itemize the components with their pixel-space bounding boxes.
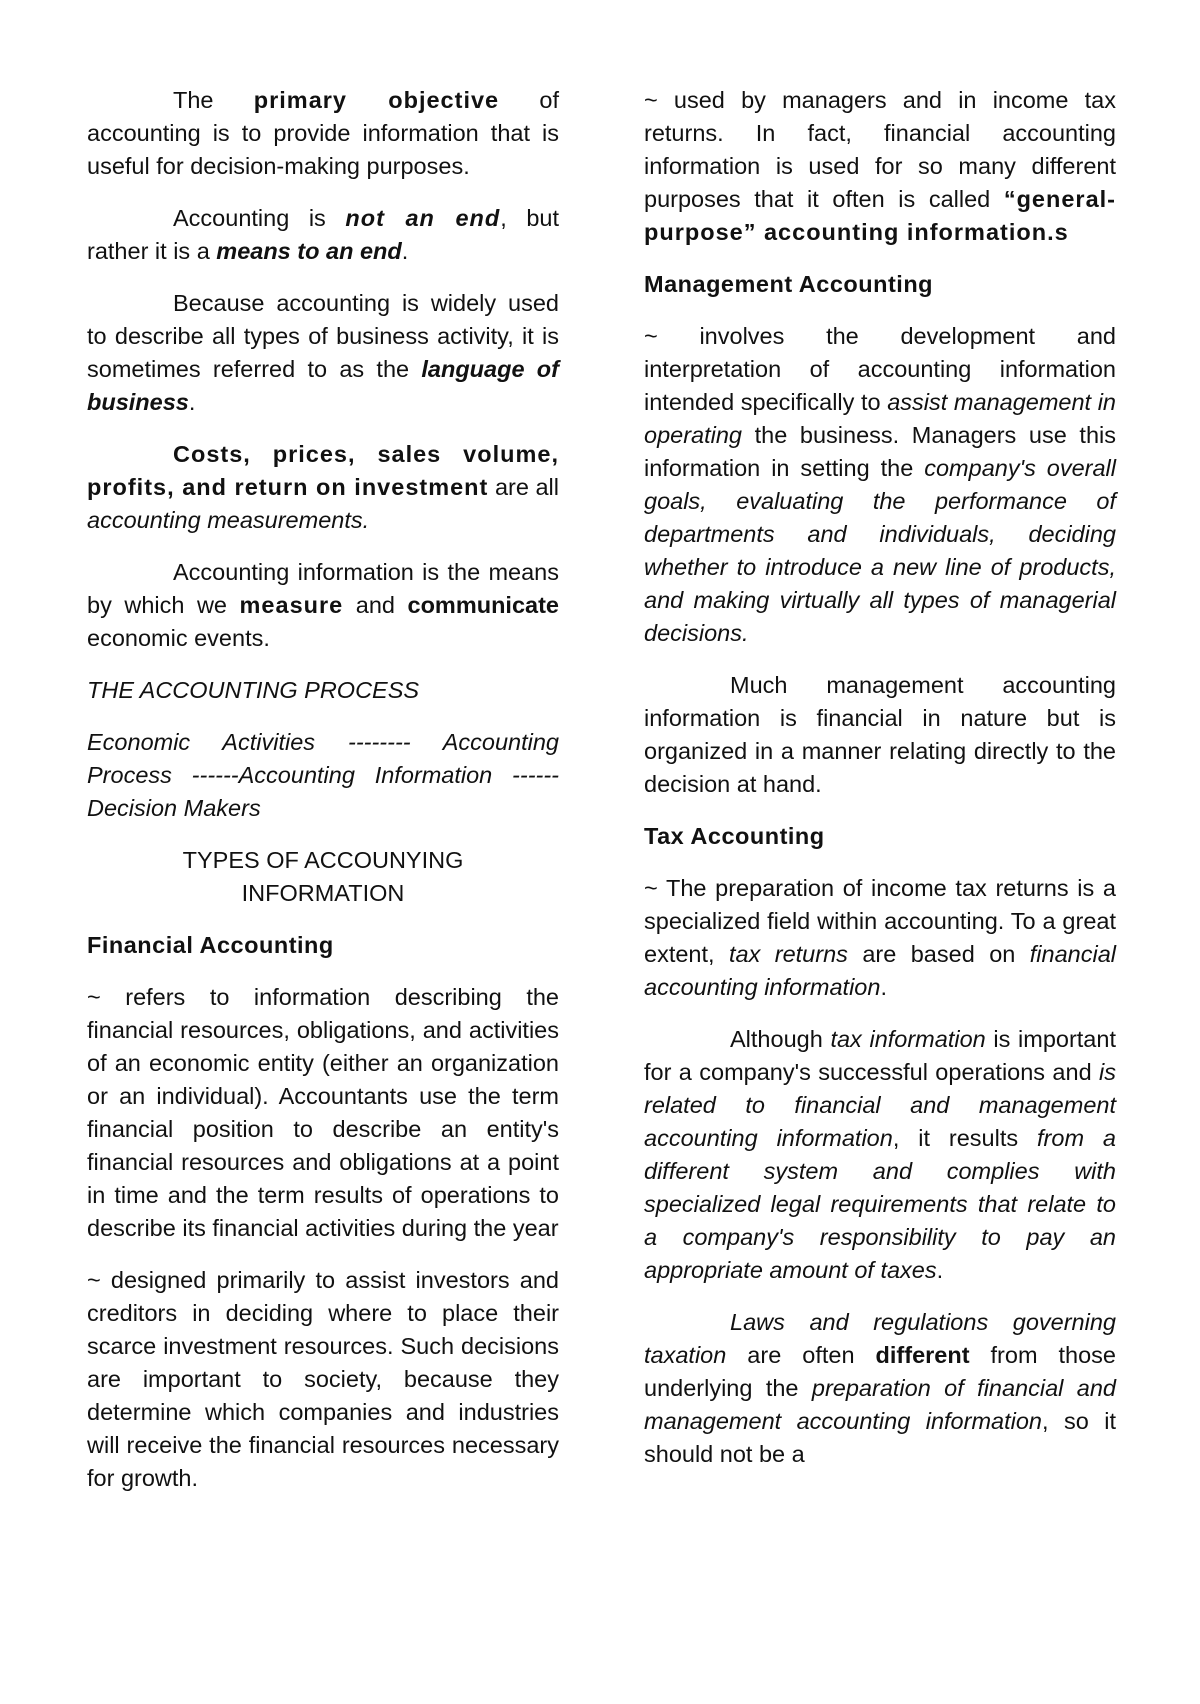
management-accounting-heading: Management Accounting bbox=[644, 271, 934, 297]
text: . bbox=[188, 389, 196, 415]
emphasis-bold: “general-purpose” accounting information.s bbox=[644, 186, 1116, 245]
emphasis-bold: measure bbox=[239, 592, 344, 618]
financial-accounting-purpose: ~ designed primarily to assist investors and creditors in deciding where to place their scarce investment resources. Such decisions are important to society, because they determine which companies and industries will receive the financial resources necessary for growth. bbox=[87, 1267, 559, 1491]
text: and bbox=[343, 592, 408, 618]
text: are often bbox=[726, 1342, 876, 1368]
text: . bbox=[880, 974, 887, 1000]
emphasis-italic: is related to financial and management accounting information bbox=[644, 1059, 1116, 1151]
emphasis-italic: from a different system and complies with specialized legal requirements that relate to a company's responsibility to pay an appropriate amount of taxes bbox=[644, 1125, 1116, 1283]
accounting-measurements-paragraph bbox=[87, 438, 559, 537]
right-column bbox=[644, 84, 1116, 1490]
text: Because accounting is widely used to describe all types of business activity, it is sometimes referred to as the bbox=[87, 290, 559, 382]
emphasis-bold: primary objective bbox=[253, 87, 500, 113]
text: from those underlying the bbox=[644, 1342, 1117, 1401]
text: , it results bbox=[892, 1125, 1038, 1151]
financial-accounting-definition: ~ refers to information describing the financial resources, obligations, and activities of an economic entity (either an organization or an individual). Accountants use the term financial position to describe an entity's financial resources and obligations at a point in time and the term results of operations to describe its financial activities during the year bbox=[87, 984, 559, 1241]
accounting-process-flow: Economic Activities -------- Accounting Process ------Accounting Information ------Decision Makers bbox=[87, 729, 559, 821]
tax-information-paragraph bbox=[644, 1023, 1116, 1287]
tax-accounting-heading: Tax Accounting bbox=[644, 823, 825, 849]
primary-objective-paragraph bbox=[87, 84, 559, 183]
measure-communicate-paragraph bbox=[87, 556, 559, 655]
general-purpose-paragraph bbox=[644, 84, 1116, 249]
left-column bbox=[87, 84, 559, 1514]
emphasis-bold: Costs, prices, sales volume, profits, and return on investment bbox=[87, 441, 559, 500]
text: the business. Managers use this information in setting the bbox=[644, 422, 1116, 481]
emphasis-bold: communicate bbox=[407, 592, 559, 618]
financial-accounting-heading: Financial Accounting bbox=[87, 932, 334, 958]
management-accounting-definition bbox=[644, 320, 1116, 650]
emphasis-bold-italic: language of business bbox=[87, 356, 559, 415]
tax-laws-paragraph bbox=[644, 1306, 1116, 1471]
text: ~ used by managers and in income tax returns. In fact, financial accounting information is used for so many different purposes that it often is called bbox=[644, 87, 1116, 212]
emphasis-italic: tax returns bbox=[728, 941, 848, 967]
text: ~ involves the development and interpretation of accounting information intended specifically to bbox=[644, 323, 1116, 415]
emphasis-italic: Laws and regulations governing taxation bbox=[644, 1309, 1116, 1368]
text: is important for a company's successful operations and bbox=[644, 1026, 1116, 1085]
accounting-process-title: THE ACCOUNTING PROCESS bbox=[87, 677, 420, 703]
text: . bbox=[936, 1257, 944, 1283]
text: ~ The preparation of income tax returns is a specialized field within accounting. To a great extent, bbox=[644, 875, 1116, 967]
text: are all bbox=[488, 474, 559, 500]
language-of-business-paragraph bbox=[87, 287, 559, 419]
management-accounting-note: Much management accounting information is financial in nature but is organized in a manner relating directly to the decision at hand. bbox=[644, 672, 1116, 797]
emphasis-italic: assist management in operating bbox=[644, 389, 1116, 448]
text: Although bbox=[730, 1026, 831, 1052]
emphasis-italic: accounting measurements. bbox=[87, 507, 370, 533]
emphasis-bold: different bbox=[875, 1342, 970, 1368]
text: of accounting is to provide information that is useful for decision-making purposes. bbox=[87, 87, 559, 179]
text: economic events. bbox=[87, 625, 270, 651]
emphasis-italic: tax information bbox=[830, 1026, 986, 1052]
tax-accounting-definition bbox=[644, 872, 1116, 1004]
text: . bbox=[401, 238, 409, 264]
text: , so it should not be a bbox=[644, 1408, 1116, 1467]
text: Accounting information is the means by which we bbox=[87, 559, 559, 618]
types-of-information-title: TYPES OF ACCOUNYING INFORMATION bbox=[182, 847, 464, 906]
emphasis-bold-italic: not an end bbox=[345, 205, 501, 231]
text: The bbox=[173, 87, 254, 113]
emphasis-italic: preparation of financial and management accounting information bbox=[644, 1375, 1116, 1434]
emphasis-italic: company's overall goals, evaluating the performance of departments and individuals, deciding whether to introduce a new line of products, and making virtually all types of managerial decisions. bbox=[644, 455, 1116, 646]
emphasis-bold-italic: means to an end bbox=[216, 238, 402, 264]
means-to-end-paragraph bbox=[87, 202, 559, 268]
text: Accounting is bbox=[173, 205, 346, 231]
text: , but rather it is a bbox=[87, 205, 559, 264]
text: are based on bbox=[847, 941, 1030, 967]
emphasis-italic: financial accounting information bbox=[644, 941, 1116, 1000]
